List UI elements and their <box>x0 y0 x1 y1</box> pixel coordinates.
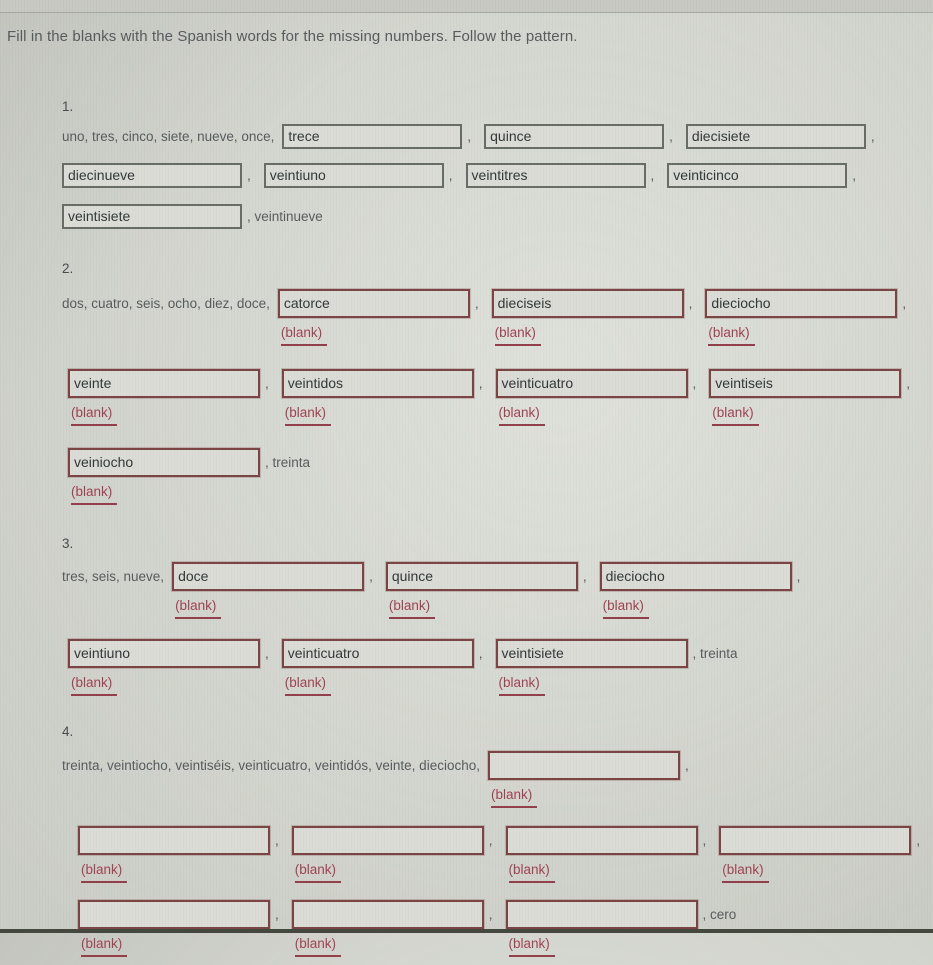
bottom-strip <box>0 929 933 933</box>
answer-input-filled[interactable]: veintisiete <box>496 639 688 668</box>
question-number: 2. <box>62 261 74 276</box>
answer-input-filled[interactable]: veintiuno <box>264 163 444 188</box>
answer-input-filled[interactable]: doce <box>172 562 364 591</box>
answer-item <box>667 163 869 188</box>
number-sequence-text: dos, cuatro, seis, ocho, diez, doce, <box>62 296 270 311</box>
number-sequence-text: uno, tres, cinco, siete, nueve, once, <box>62 129 275 144</box>
answer-item <box>506 900 750 951</box>
answer-item <box>386 562 600 613</box>
answer-item <box>492 289 706 340</box>
separator-text: , <box>265 646 269 661</box>
questions-container <box>62 99 933 965</box>
separator-text: , <box>467 129 472 144</box>
answer-item <box>282 639 496 690</box>
blank-label: (blank) <box>285 675 331 696</box>
separator-text: , <box>265 376 269 391</box>
answer-input-filled[interactable]: dieciseis <box>492 289 684 318</box>
answer-input-filled[interactable]: trece <box>282 124 462 149</box>
answer-item <box>68 448 323 499</box>
separator-text: , treinta <box>265 455 311 470</box>
answer-item <box>292 826 506 877</box>
answer-input-empty[interactable] <box>292 826 484 855</box>
separator-text: , <box>478 646 483 661</box>
instruction-text: Fill in the blanks with the Spanish words for the missing numbers. Follow the pattern. <box>7 28 578 45</box>
answer-item <box>292 900 506 951</box>
blank-label: (blank) <box>71 675 117 696</box>
blank-label: (blank) <box>509 936 555 957</box>
blank-label: (blank) <box>722 862 768 883</box>
answer-input-filled[interactable]: dieciocho <box>600 562 792 591</box>
blank-label: (blank) <box>285 405 331 426</box>
answer-item <box>705 289 919 340</box>
separator-text: , <box>275 833 279 848</box>
separator-text: , <box>478 376 483 391</box>
answer-row <box>68 448 933 513</box>
answer-input-filled[interactable]: veinticuatro <box>496 369 688 398</box>
answer-item <box>278 289 492 340</box>
answer-input-filled[interactable]: diecisiete <box>686 124 866 149</box>
answer-input-empty[interactable] <box>506 826 698 855</box>
separator-text: , <box>688 296 693 311</box>
separator-text: , <box>902 296 907 311</box>
answer-item <box>484 124 686 149</box>
answer-input-filled[interactable]: dieciocho <box>705 289 897 318</box>
answer-row <box>62 562 933 627</box>
blank-label: (blank) <box>708 325 754 346</box>
separator-text: , <box>870 129 875 144</box>
answer-input-empty[interactable] <box>488 751 680 780</box>
question-number: 1. <box>62 99 74 114</box>
separator-text: , <box>852 168 857 183</box>
answer-row <box>62 751 933 816</box>
answer-item <box>488 751 702 802</box>
blank-label: (blank) <box>603 598 649 619</box>
blank-label: (blank) <box>71 484 117 505</box>
blank-label: (blank) <box>499 675 545 696</box>
blank-label: (blank) <box>175 598 221 619</box>
blank-label: (blank) <box>295 862 341 883</box>
separator-text: , <box>669 129 673 144</box>
answer-input-filled[interactable]: veintisiete <box>62 204 242 229</box>
answer-input-filled[interactable]: veintidos <box>282 369 474 398</box>
answer-item <box>68 639 282 690</box>
blank-label: (blank) <box>81 936 127 957</box>
answer-row <box>68 639 933 704</box>
number-sequence-text: treinta, veintiocho, veintiséis, veinticuatro, veintidós, veinte, dieciocho, <box>62 758 480 773</box>
separator-text: , <box>692 376 697 391</box>
blank-label: (blank) <box>389 598 435 619</box>
separator-text: , treinta <box>692 646 738 661</box>
separator-text: , <box>474 296 479 311</box>
answer-input-empty[interactable] <box>719 826 911 855</box>
separator-text: , <box>369 569 373 584</box>
separator-text: , <box>684 758 689 773</box>
separator-text: , <box>275 907 279 922</box>
answer-item <box>719 826 933 877</box>
answer-input-filled[interactable]: quince <box>484 124 664 149</box>
answer-item <box>496 369 710 420</box>
separator-text: , veintinueve <box>247 209 323 224</box>
separator-text: , <box>916 833 921 848</box>
worksheet-page <box>0 12 933 965</box>
answer-row <box>62 163 933 188</box>
answer-input-filled[interactable]: diecinueve <box>62 163 242 188</box>
answer-item <box>709 369 923 420</box>
question-number: 4. <box>62 724 74 739</box>
blank-label: (blank) <box>499 405 545 426</box>
separator-text: , <box>488 907 493 922</box>
answer-input-filled[interactable]: veintitres <box>466 163 646 188</box>
separator-text: , <box>247 168 251 183</box>
answer-item <box>78 826 292 877</box>
answer-input-filled[interactable]: veintiseis <box>709 369 901 398</box>
question-3 <box>62 536 933 704</box>
separator-text: , <box>906 376 911 391</box>
answer-input-filled[interactable]: veiniocho <box>68 448 260 477</box>
separator-text: , <box>702 833 707 848</box>
answer-row <box>68 369 933 434</box>
answer-input-filled[interactable]: veintiuno <box>68 639 260 668</box>
answer-item <box>282 369 496 420</box>
blank-label: (blank) <box>281 325 327 346</box>
answer-item <box>466 163 668 188</box>
blank-label: (blank) <box>491 787 537 808</box>
separator-text: , <box>448 168 453 183</box>
blank-label: (blank) <box>509 862 555 883</box>
answer-row <box>78 826 933 891</box>
answer-item <box>600 562 814 613</box>
answer-item <box>506 826 720 877</box>
separator-text: , <box>488 833 493 848</box>
answer-item <box>282 124 484 149</box>
answer-input-filled[interactable]: quince <box>386 562 578 591</box>
answer-item <box>62 204 336 229</box>
answer-row <box>62 124 933 149</box>
separator-text: , <box>796 569 801 584</box>
answer-input-empty[interactable] <box>292 900 484 929</box>
answer-row <box>62 204 933 229</box>
blank-label: (blank) <box>81 862 127 883</box>
answer-item <box>62 163 264 188</box>
separator-text: , <box>582 569 587 584</box>
number-sequence-text: tres, seis, nueve, <box>62 569 165 584</box>
blank-label: (blank) <box>295 936 341 957</box>
blank-label: (blank) <box>712 405 758 426</box>
question-number: 3. <box>62 536 74 551</box>
answer-row <box>62 289 933 354</box>
answer-input-empty[interactable] <box>506 900 698 929</box>
answer-input-filled[interactable]: catorce <box>278 289 470 318</box>
answer-item <box>68 369 282 420</box>
question-2 <box>62 261 933 513</box>
separator-text: , cero <box>702 907 737 922</box>
answer-input-filled[interactable]: veinte <box>68 369 260 398</box>
answer-item <box>264 163 466 188</box>
answer-item <box>78 900 292 951</box>
answer-input-empty[interactable] <box>78 900 270 929</box>
answer-item <box>686 124 888 149</box>
blank-label: (blank) <box>71 405 117 426</box>
answer-item <box>496 639 751 690</box>
question-1 <box>62 99 933 229</box>
separator-text: , <box>650 168 655 183</box>
answer-input-empty[interactable] <box>78 826 270 855</box>
blank-label: (blank) <box>495 325 541 346</box>
answer-item <box>172 562 386 613</box>
answer-input-filled[interactable]: veinticinco <box>667 163 847 188</box>
answer-input-filled[interactable]: veinticuatro <box>282 639 474 668</box>
